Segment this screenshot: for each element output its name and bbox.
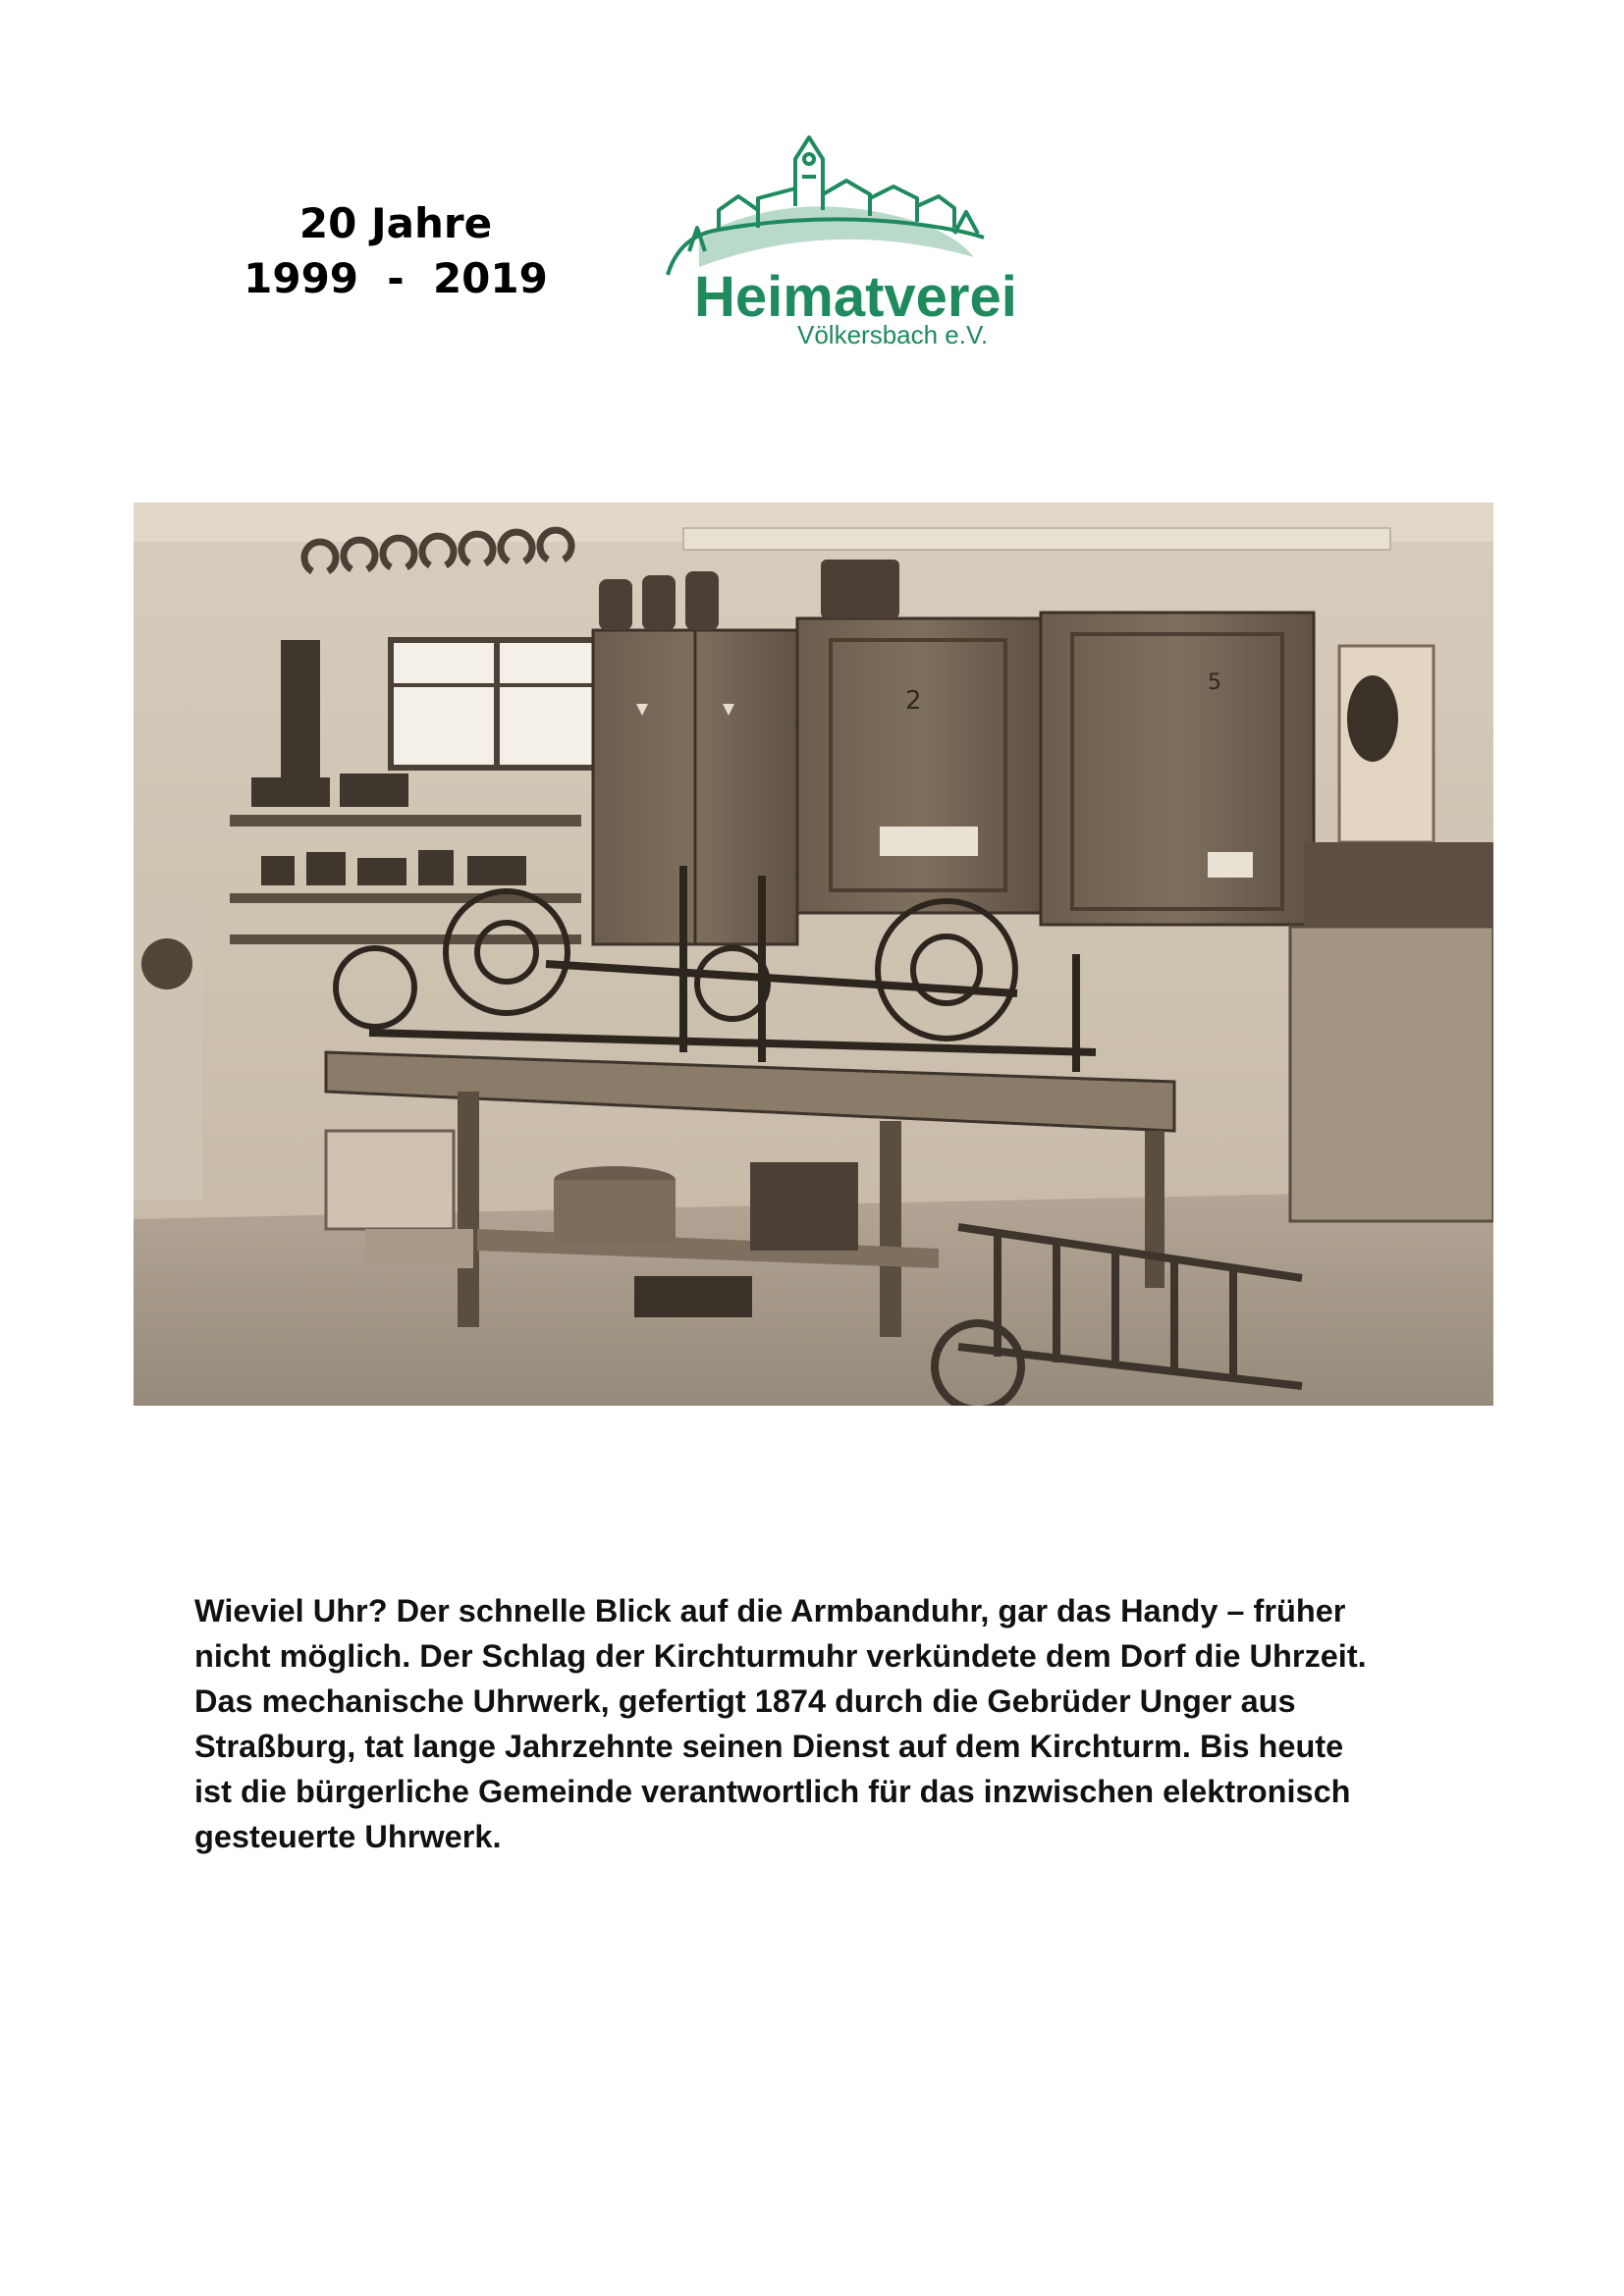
workshop-photo (134, 503, 1493, 1406)
anniversary-label: 20 Jahre (298, 199, 493, 247)
caption-line: Straßburg, tat lange Jahrzehnte seinen Dienst auf dem Kirchturm. Bis heute (194, 1729, 1344, 1764)
logo-name: Heimatverei (694, 265, 1013, 329)
caption (194, 1588, 1471, 1859)
anniversary-block (234, 196, 558, 306)
caption-line: Wieviel Uhr? Der schnelle Blick auf die Armbanduhr, gar das Handy – früher (194, 1593, 1346, 1629)
caption-line: ist die bürgerliche Gemeinde verantwortlich für das inzwischen elektronisch (194, 1774, 1351, 1809)
cabinet-number-2: 2 (905, 686, 922, 716)
workshop-scene (134, 503, 1493, 1406)
caption-line: Das mechanische Uhrwerk, gefertigt 1874 durch die Gebrüder Unger aus (194, 1683, 1296, 1719)
caption-line: nicht möglich. Der Schlag der Kirchturmuhr verkündete dem Dorf die Uhrzeit. (194, 1638, 1367, 1674)
village-skyline-icon (660, 120, 1013, 347)
logo-place: Völkersbach e.V. (797, 320, 989, 347)
heimatverein-logo (660, 120, 1013, 347)
caption-line: gesteuerte Uhrwerk. (194, 1819, 502, 1854)
cabinet-number-5: 5 (1208, 670, 1221, 695)
anniversary-years: 1999 - 2019 (244, 254, 548, 302)
